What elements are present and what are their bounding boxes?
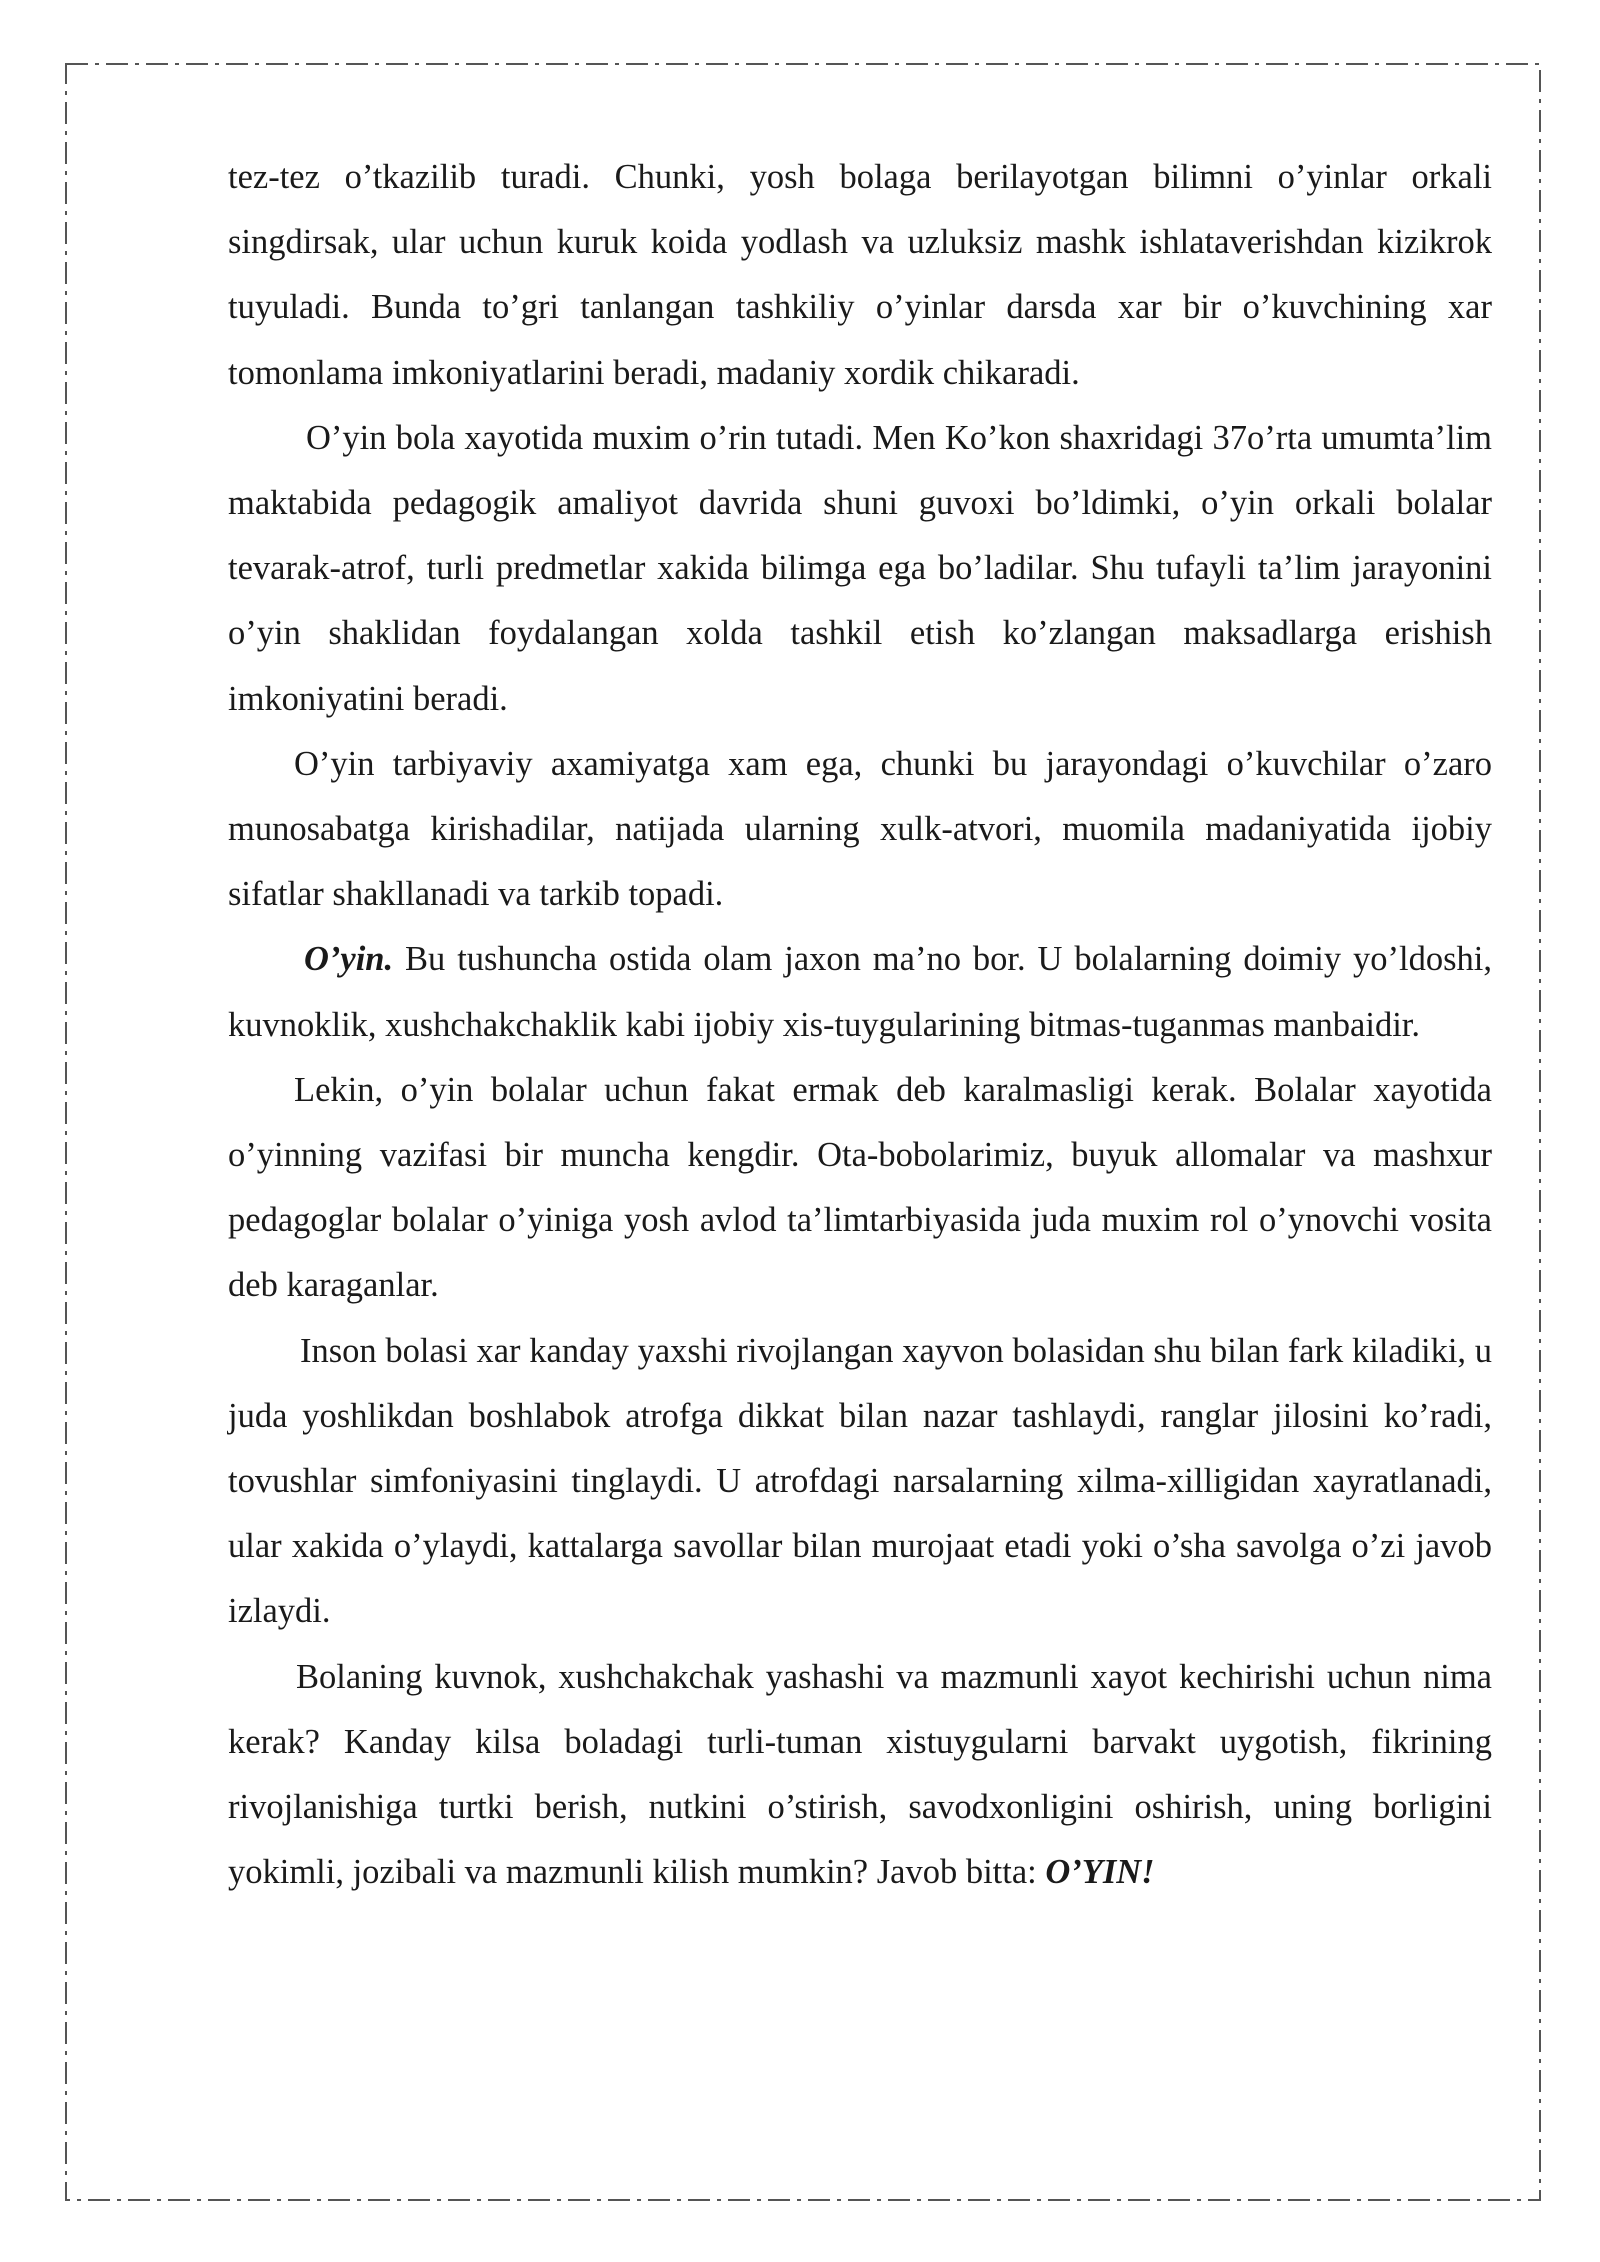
paragraph-1-text: tez-tez o’tkazilib turadi. Chunki, yosh bolaga berilayotgan bilimni o’yinlar orkali singdirsak, ular uchun kuruk koida yodlash va uzluksiz mashk ishlataverishdan kizikrok tuyuladi. Bunda to’gri tanlangan tashkiliy o’yinlar darsda xar bir o’kuvchining xar tomonlama imkoniyatlarini beradi, madaniy xordik chikaradi. (228, 158, 1492, 392)
paragraph-2 (228, 406, 1492, 732)
paragraph-4-lead-term: O’yin. (304, 940, 394, 979)
paragraph-4 (228, 927, 1492, 1057)
paragraph-6 (228, 1319, 1492, 1645)
document-body (228, 145, 1492, 1905)
paragraph-6-text: Inson bolasi xar kanday yaxshi rivojlangan xayvon bolasidan shu bilan fark kiladiki, u juda yoshlikdan boshlabok atrofga dikkat bilan nazar tashlaydi, ranglar jilosini ko’radi, tovushlar simfoniyasini tinglaydi. U atrofdagi narsalarning xilma-xilligidan xayratlanadi, ular xakida o’ylaydi, kattalarga savollar bilan murojaat etadi yoki o’sha savolga o’zi javob izlaydi. (228, 1331, 1492, 1631)
paragraph-2-text: O’yin bola xayotida muxim o’rin tutadi. Men Ko’kon shaxridagi 37o’rta umumta’lim maktabida pedagogik amaliyot davrida shuni guvoxi bo’ldimki, o’yin orkali bolalar tevarak-atrof, turli predmetlar xakida bilimga ega bo’ladilar. Shu tufayli ta’lim jarayonini o’yin shaklidan foydalangan xolda tashkil etish ko’zlangan maksadlarga erishish imkoniyatini beradi. (228, 418, 1492, 718)
paragraph-5 (228, 1058, 1492, 1319)
paragraph-3 (228, 732, 1492, 928)
paragraph-3-text: O’yin tarbiyaviy axamiyatga xam ega, chunki bu jarayondagi o’kuvchilar o’zaro munosabatga kirishadilar, natijada ularning xulk-atvori, muomila madaniyatida ijobiy sifatlar shakllanadi va tarkib topadi. (228, 744, 1492, 914)
paragraph-4-text: Bu tushuncha ostida olam jaxon ma’no bor. U bolalarning doimiy yo’ldoshi, kuvnoklik, xushchakchaklik kabi ijobiy xis-tuygularining bitmas-tuganmas manbaidir. (228, 940, 1492, 1044)
paragraph-1 (228, 145, 1492, 406)
paragraph-7 (228, 1645, 1492, 1906)
paragraph-7-answer: O’YIN! (1045, 1853, 1155, 1892)
paragraph-7-text: Bolaning kuvnok, xushchakchak yashashi va mazmunli xayot kechirishi uchun nima kerak? Kanday kilsa boladagi turli-tuman xistuygularni barvakt uygotish, fikrining rivojlanishiga turtki berish, nutkini o’stirish, savodxonligini oshirish, uning borligini yokimli, jozibali va mazmunli kilish mumkin? Javob bitta: (228, 1657, 1492, 1892)
paragraph-5-text: Lekin, o’yin bolalar uchun fakat ermak deb karalmasligi kerak. Bolalar xayotida o’yinning vazifasi bir muncha kengdir. Ota-bobolarimiz, buyuk allomalar va mashxur pedagoglar bolalar o’yiniga yosh avlod ta’limtarbiyasida juda muxim rol o’ynovchi vosita deb karaganlar. (228, 1070, 1492, 1305)
